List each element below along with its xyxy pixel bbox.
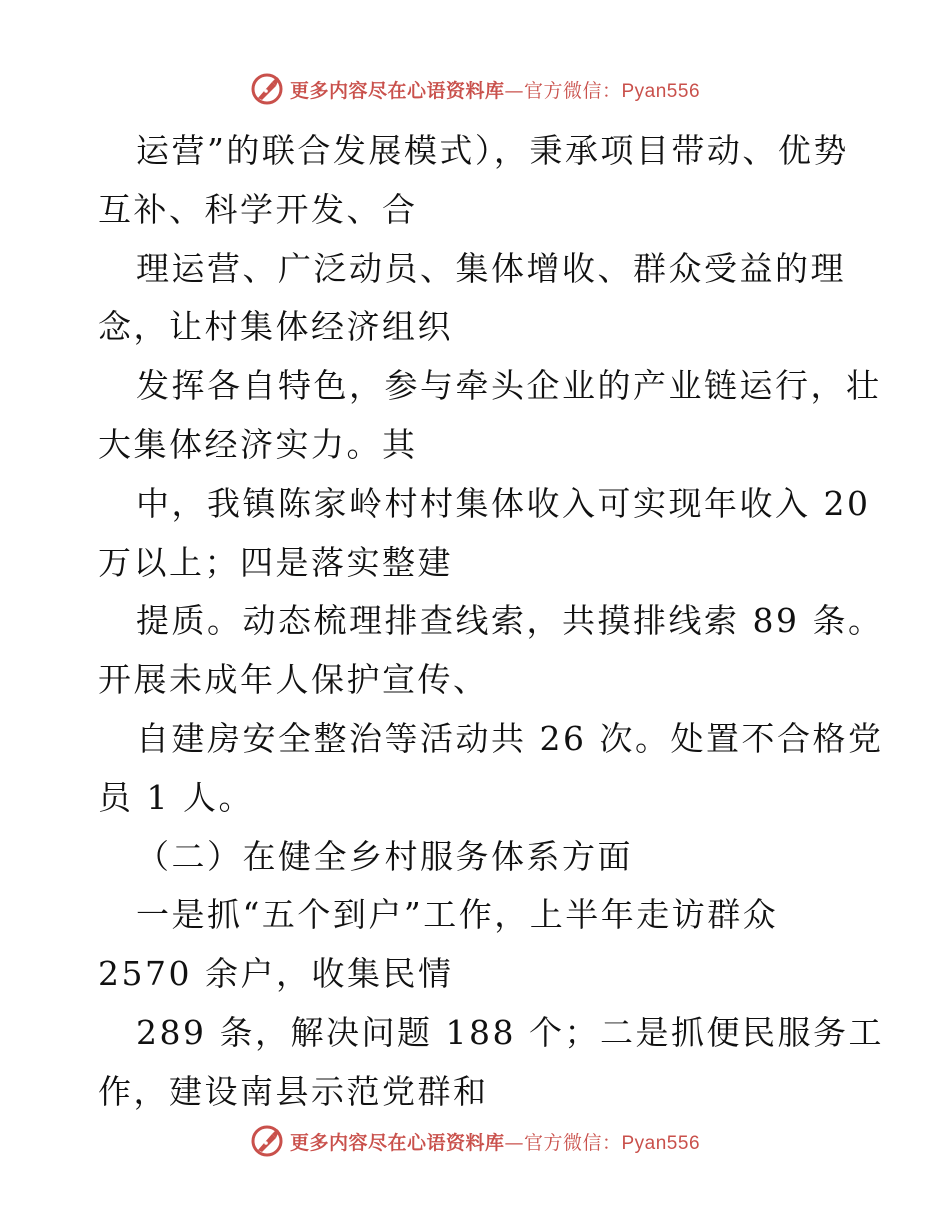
body-line: 开展未成年人保护宣传、 [98, 660, 489, 700]
document-body [98, 122, 884, 1122]
banner-contact: 官方微信：Pyan556 [524, 1132, 701, 1154]
body-line: 理运营、广泛动员、集体增收、群众受益的理 [136, 248, 846, 288]
banner-title: 更多内容尽在心语资料库 [289, 1131, 505, 1154]
banner-text [290, 76, 700, 103]
body-line: 员 1 人。 [98, 777, 254, 817]
body-line: 中，我镇陈家岭村村集体收入可实现年收入 20 [136, 483, 871, 523]
body-line: 作，建设南县示范党群和 [98, 1071, 489, 1111]
banner-text [290, 1128, 700, 1155]
body-line: 运营”的联合发展模式），秉承项目带动、优势 [136, 131, 849, 170]
body-line: 一是抓“五个到户”工作，上半年走访群众 [136, 895, 779, 935]
body-line: 提质。动态梳理排查线索，共摸排线索 89 条。 [136, 601, 884, 641]
header-banner [0, 72, 950, 106]
body-line: 289 条，解决问题 188 个；二是抓便民服务工 [136, 1012, 884, 1052]
pen-nib-logo-icon [250, 1124, 284, 1158]
body-line: 念，让村集体经济组织 [98, 307, 453, 347]
pen-nib-logo-icon [250, 72, 284, 106]
banner-contact: 官方微信：Pyan556 [524, 80, 701, 102]
body-line: 万以上；四是落实整建 [98, 542, 453, 582]
body-line: 大集体经济实力。其 [98, 424, 418, 464]
banner-title: 更多内容尽在心语资料库 [289, 79, 505, 102]
body-line: 2570 余户，收集民情 [98, 954, 454, 994]
footer-banner [0, 1124, 950, 1158]
body-line: 互补、科学开发、合 [98, 189, 418, 229]
banner-separator: — [504, 79, 524, 102]
banner-separator: — [504, 1131, 524, 1154]
body-line: 发挥各自特色，参与牵头企业的产业链运行，壮 [136, 366, 882, 406]
section-heading: （二）在健全乡村服务体系方面 [136, 836, 633, 876]
body-line: 自建房安全整治等活动共 26 次。处置不合格党 [136, 718, 884, 758]
